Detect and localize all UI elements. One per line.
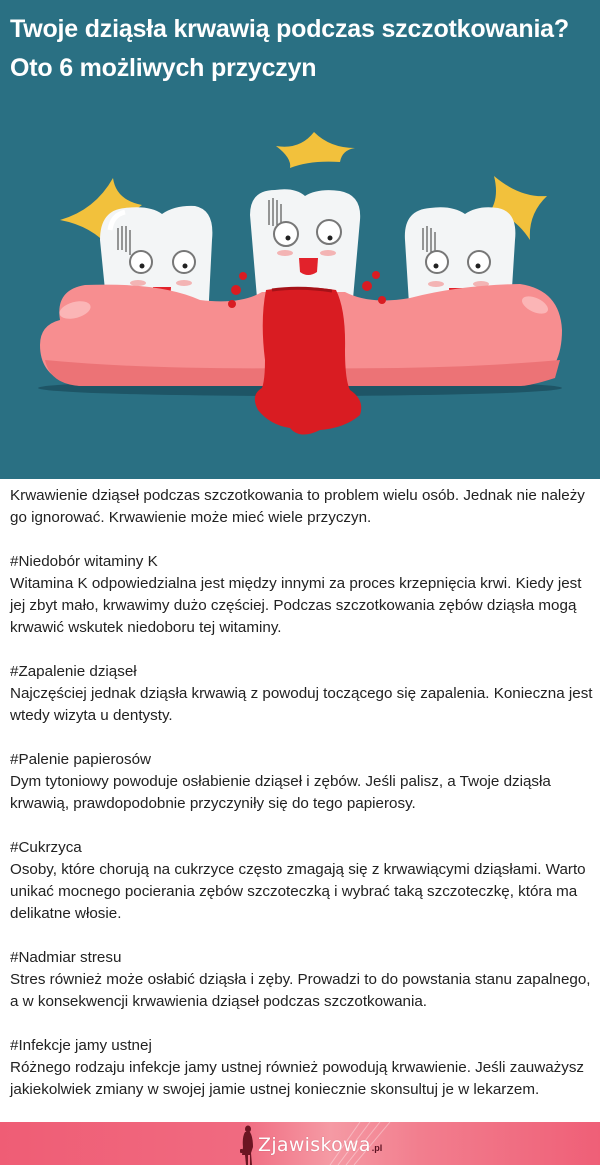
- section-body: Stres również może osłabić dziąsła i zęby. Prowadzi to do powstania stanu zapalnego, a w konsekwencji krwawienia dziąseł podczas szczotkowania.: [10, 971, 591, 1010]
- section-body: Różnego rodzaju infekcje jamy ustnej również powodują krwawienie. Jeśli zauważysz jakiekolwiek zmiany w swojej jamie ustnej koniecznie skonsultuj je w lekarzem.: [10, 1059, 585, 1098]
- section-heading: #Niedobór witaminy K: [10, 553, 158, 570]
- hero-image: [0, 0, 600, 479]
- section-gum-inflammation: [10, 661, 595, 727]
- section-diabetes: [10, 837, 595, 925]
- site-logo-link[interactable]: [238, 1125, 382, 1165]
- section-body: Osoby, które chorują na cukrzyce często zmagają się z krwawiącymi dziąsłami. Warto unikać mocnego pocierania zębów szczoteczką i wybrać taką szczoteczkę, która ma delikatne włosie.: [10, 861, 586, 922]
- section-body: Witamina K odpowiedzialna jest między innymi za proces krzepnięcia krwi. Kiedy jest jej zbyt mało, krwawimy dużo częściej. Podczas szczotkowania zębów dziąsła mogą krwawić wskutek niedoboru tej witaminy.: [10, 575, 582, 636]
- footer-banner: [0, 1122, 600, 1165]
- section-heading: #Palenie papierosów: [10, 751, 152, 768]
- article-body: [10, 485, 595, 1123]
- page-title: Twoje dziąsła krwawią podczas szczotkowania? Oto 6 możliwych przyczyn: [10, 15, 569, 82]
- section-stress: [10, 947, 595, 1013]
- section-heading: #Zapalenie dziąseł: [10, 663, 137, 680]
- section-oral-infections: [10, 1035, 595, 1101]
- logo-tld: .pl: [371, 1143, 383, 1153]
- section-body: Dym tytoniowy powoduje osłabienie dziąseł i zębów. Jeśli palisz, a Twoje dziąsła krwawią, prawdopodobnie przyczyniły się do tego papierosy.: [10, 773, 551, 812]
- logo-text: Zjawiskowa: [258, 1134, 371, 1156]
- intro-paragraph: Krwawienie dziąseł podczas szczotkowania to problem wielu osób. Jednak nie należy go ignorować. Krwawienie może mieć wiele przyczyn.: [10, 487, 585, 526]
- section-smoking: [10, 749, 595, 815]
- section-heading: #Infekcje jamy ustnej: [10, 1037, 152, 1054]
- section-heading: #Cukrzyca: [10, 839, 82, 856]
- section-heading: #Nadmiar stresu: [10, 949, 122, 966]
- section-vitamin-k: [10, 551, 595, 639]
- woman-silhouette-icon: [238, 1125, 256, 1165]
- section-body: Najczęściej jednak dziąsła krwawią z powoduj toczącego się zapalenia. Konieczna jest wtedy wizyta u dentysty.: [10, 685, 593, 724]
